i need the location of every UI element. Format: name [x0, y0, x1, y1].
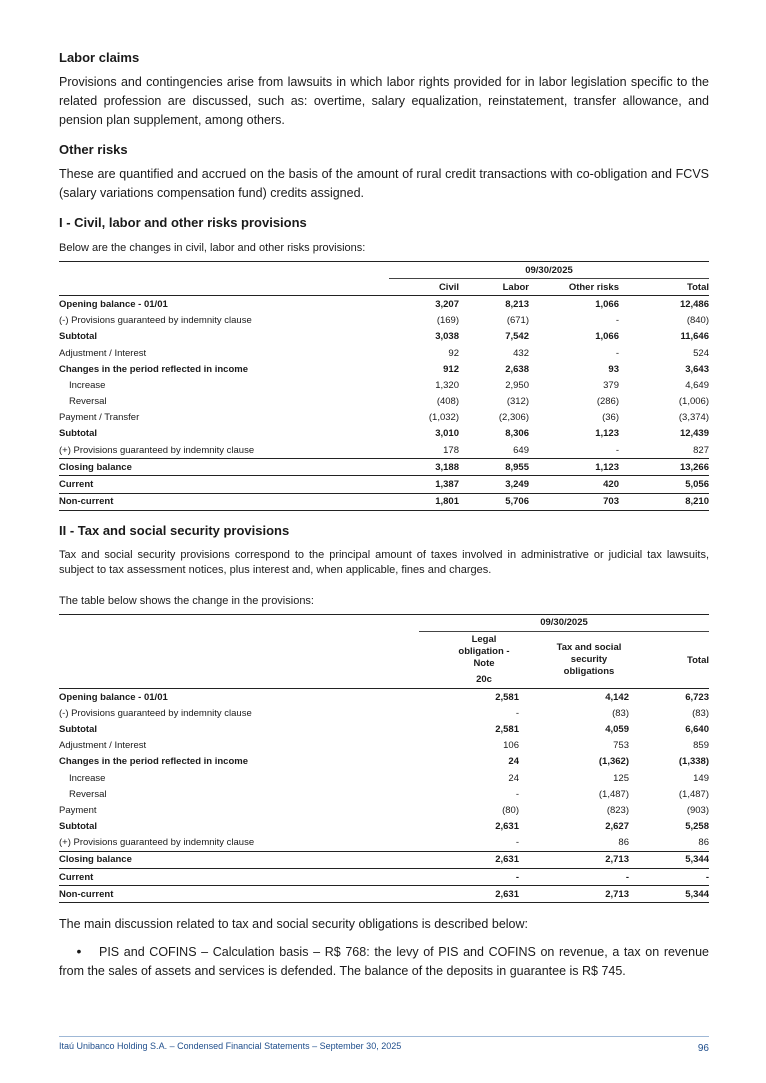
- row-value: 7,542: [505, 331, 529, 343]
- row-value: 178: [443, 444, 459, 456]
- row-label: (+) Provisions guaranteed by indemnity clause: [59, 444, 255, 456]
- row-label: Increase: [69, 772, 106, 784]
- row-label: Non-current: [59, 886, 419, 903]
- table2-col-legal: [419, 632, 519, 689]
- bullet-icon: •: [76, 943, 82, 960]
- row-value: 149: [693, 772, 709, 784]
- footer-company: Itaú Unibanco Holding S.A. – Condensed Financial Statements – September 30, 2025: [59, 1041, 402, 1051]
- page-number: 96: [697, 1043, 709, 1054]
- table-row: [59, 835, 709, 852]
- row-label: Current: [59, 476, 389, 493]
- bullet-item: [59, 942, 709, 981]
- row-value: -: [615, 315, 619, 327]
- table2-col-total: Total: [629, 632, 709, 689]
- row-label: (-) Provisions guaranteed by indemnity clause: [59, 707, 252, 719]
- discussion-text: The main discussion related to tax and social security obligations is described below:: [59, 917, 528, 932]
- table-row: [59, 869, 709, 886]
- row-label: (-) Provisions guaranteed by indemnity clause: [59, 315, 252, 327]
- table2-col-tax: Tax and social security obligations: [519, 632, 629, 689]
- row-value: 86: [698, 837, 709, 849]
- row-value: (1,338): [678, 756, 709, 768]
- labor-claims-text: Provisions and contingencies arise from lawsuits in which labor rights provided for in labor legislation specific to the related profession are discussed, such as: overtime, salary equalization, reinstatement, transfer allowance, and pension plan supplement, among others.: [59, 75, 709, 127]
- document-page: [59, 46, 709, 981]
- row-value: 5,344: [629, 851, 709, 868]
- row-value: 3,038: [435, 331, 459, 343]
- row-value: (1,487): [678, 788, 709, 800]
- table-row: [59, 705, 709, 721]
- table-row: [59, 689, 709, 706]
- civil-labor-table: [59, 261, 709, 511]
- row-value: 11,646: [680, 331, 709, 343]
- row-value: 8,210: [619, 493, 709, 510]
- row-value: 420: [529, 476, 619, 493]
- row-value: 1,123: [595, 428, 619, 440]
- row-value: (671): [506, 315, 529, 327]
- table-row: [59, 786, 709, 802]
- table-row: [59, 851, 709, 868]
- table-row: [59, 476, 709, 493]
- row-value: -: [615, 347, 619, 359]
- row-value: 703: [529, 493, 619, 510]
- row-label: Changes in the period reflected in income: [59, 363, 248, 375]
- tax-table: [59, 614, 709, 904]
- row-value: -: [519, 869, 629, 886]
- row-value: -: [515, 707, 519, 719]
- row-value: 649: [513, 444, 529, 456]
- row-value: 753: [613, 740, 629, 752]
- row-value: 2,638: [505, 363, 529, 375]
- row-value: 2,713: [519, 851, 629, 868]
- table2-col-legal-label: Legal obligation - Note: [458, 634, 510, 669]
- row-value: -: [515, 788, 519, 800]
- row-value: -: [629, 869, 709, 886]
- row-label: Adjustment / Interest: [59, 347, 147, 359]
- row-value: 524: [693, 347, 709, 359]
- bullet-text: PIS and COFINS – Calculation basis – R$ 768: the levy of PIS and COFINS on revenue, a tax on revenue from the sales of assets and services is defended. The balance of the deposits in guarantee is R$ 745.: [59, 945, 709, 979]
- row-value: (83): [612, 707, 629, 719]
- table1-col-labor: Labor: [459, 279, 529, 296]
- table-row: [59, 377, 709, 393]
- row-value: 4,142: [605, 691, 629, 703]
- table-row: [59, 886, 709, 903]
- row-value: 912: [443, 363, 459, 375]
- row-value: (1,032): [428, 412, 459, 424]
- row-value: (903): [686, 804, 709, 816]
- table-row: [59, 296, 709, 313]
- row-value: 24: [508, 756, 519, 768]
- row-value: 93: [608, 363, 619, 375]
- row-value: 2,627: [605, 821, 629, 833]
- row-label: Reversal: [69, 788, 107, 800]
- table1-col-other: Other risks: [529, 279, 619, 296]
- table2-date: 09/30/2025: [419, 614, 709, 631]
- row-value: 4,649: [685, 379, 709, 391]
- row-label: Subtotal: [59, 331, 97, 343]
- row-value: (1,006): [678, 396, 709, 408]
- civil-provisions-heading: I - Civil, labor and other risks provisions: [59, 215, 307, 230]
- row-label: (+) Provisions guaranteed by indemnity clause: [59, 837, 255, 849]
- row-label: Subtotal: [59, 428, 97, 440]
- table1-body: [59, 296, 709, 510]
- page-footer: [59, 1036, 709, 1054]
- row-value: 1,123: [529, 459, 619, 476]
- row-value: 8,306: [505, 428, 529, 440]
- table-row: [59, 493, 709, 510]
- row-value: (408): [436, 396, 459, 408]
- row-value: (2,306): [498, 412, 529, 424]
- table-row: [59, 721, 709, 737]
- row-value: 3,188: [389, 459, 459, 476]
- row-label: Payment: [59, 804, 97, 816]
- row-value: 6,640: [685, 723, 709, 735]
- row-value: 92: [448, 347, 459, 359]
- row-label: Subtotal: [59, 723, 97, 735]
- row-label: Adjustment / Interest: [59, 740, 147, 752]
- row-value: -: [515, 837, 519, 849]
- labor-claims-heading: Labor claims: [59, 50, 140, 65]
- row-value: 2,950: [505, 379, 529, 391]
- row-value: (312): [506, 396, 529, 408]
- row-value: 1,066: [595, 331, 619, 343]
- row-value: (286): [596, 396, 619, 408]
- row-value: 12,486: [679, 298, 709, 310]
- row-value: 8,213: [505, 298, 529, 310]
- tax-intro: The table below shows the change in the provisions:: [59, 594, 314, 607]
- row-value: 4,059: [605, 723, 629, 735]
- row-value: 2,631: [495, 821, 519, 833]
- row-value: 5,056: [619, 476, 709, 493]
- other-risks-heading: Other risks: [59, 142, 128, 157]
- row-value: 8,955: [459, 459, 529, 476]
- row-value: 1,387: [389, 476, 459, 493]
- row-value: 6,723: [685, 691, 709, 703]
- table-row: [59, 426, 709, 442]
- row-value: -: [419, 869, 519, 886]
- row-label: Payment / Transfer: [59, 412, 140, 424]
- row-label: Increase: [69, 379, 106, 391]
- row-value: (80): [502, 804, 519, 816]
- row-label: Non-current: [59, 493, 389, 510]
- row-value: (1,487): [598, 788, 629, 800]
- row-value: 2,713: [519, 886, 629, 903]
- row-value: 2,581: [495, 691, 519, 703]
- table-row: [59, 394, 709, 410]
- row-value: 379: [603, 379, 619, 391]
- table-row: [59, 754, 709, 770]
- table-row: [59, 459, 709, 476]
- row-value: 86: [618, 837, 629, 849]
- row-label: Closing balance: [59, 459, 389, 476]
- row-label: Opening balance - 01/01: [59, 691, 168, 703]
- row-label: Subtotal: [59, 821, 97, 833]
- table-row: [59, 313, 709, 329]
- row-value: 2,581: [495, 723, 519, 735]
- row-label: Reversal: [69, 396, 107, 408]
- row-value: (823): [606, 804, 629, 816]
- row-value: 5,706: [459, 493, 529, 510]
- other-risks-text: These are quantified and accrued on the basis of the amount of rural credit transactions with co-obligation and FCVS (salary variations compensation fund) credits assigned.: [59, 167, 709, 200]
- table-row: [59, 410, 709, 426]
- row-value: 5,344: [629, 886, 709, 903]
- row-value: 1,066: [595, 298, 619, 310]
- row-value: 12,439: [679, 428, 709, 440]
- table2-body: [59, 689, 709, 903]
- row-value: (169): [436, 315, 459, 327]
- row-value: 1,801: [389, 493, 459, 510]
- row-label: Changes in the period reflected in income: [59, 756, 248, 768]
- tax-text: Tax and social security provisions correspond to the principal amount of taxes involved in administrative or judicial tax lawsuits, subject to tax assessment notices, plus interest and, when applicable, fines and charges.: [59, 548, 709, 576]
- table-row: [59, 770, 709, 786]
- row-value: 3,249: [459, 476, 529, 493]
- row-label: Current: [59, 869, 419, 886]
- civil-intro: Below are the changes in civil, labor and other risks provisions:: [59, 242, 366, 254]
- table-row: [59, 442, 709, 459]
- row-value: 106: [503, 740, 519, 752]
- row-value: (1,362): [598, 756, 629, 768]
- table1-col-total: Total: [619, 279, 709, 296]
- table1-col-civil: Civil: [389, 279, 459, 296]
- tax-provisions-heading: II - Tax and social security provisions: [59, 522, 290, 538]
- table-row: [59, 345, 709, 361]
- row-value: 3,207: [435, 298, 459, 310]
- table-row: [59, 329, 709, 345]
- table-row: [59, 361, 709, 377]
- table-row: [59, 802, 709, 818]
- row-value: 1,320: [435, 379, 459, 391]
- table2-col-legal-note: 20c: [476, 674, 492, 685]
- row-value: (840): [686, 315, 709, 327]
- table1-date: 09/30/2025: [389, 262, 709, 279]
- row-value: -: [615, 444, 619, 456]
- row-value: (3,374): [678, 412, 709, 424]
- row-label: Closing balance: [59, 851, 419, 868]
- row-value: 125: [613, 772, 629, 784]
- row-value: 2,631: [419, 886, 519, 903]
- row-value: 3,010: [435, 428, 459, 440]
- row-value: 827: [693, 444, 709, 456]
- row-value: 24: [508, 772, 519, 784]
- row-value: 859: [693, 740, 709, 752]
- row-value: 3,643: [685, 363, 709, 375]
- row-value: 432: [513, 347, 529, 359]
- row-value: 2,631: [419, 851, 519, 868]
- table-row: [59, 819, 709, 835]
- row-value: 13,266: [619, 459, 709, 476]
- row-value: (83): [692, 707, 709, 719]
- row-value: 5,258: [685, 821, 709, 833]
- table-row: [59, 738, 709, 754]
- row-value: (36): [602, 412, 619, 424]
- row-label: Opening balance - 01/01: [59, 298, 168, 310]
